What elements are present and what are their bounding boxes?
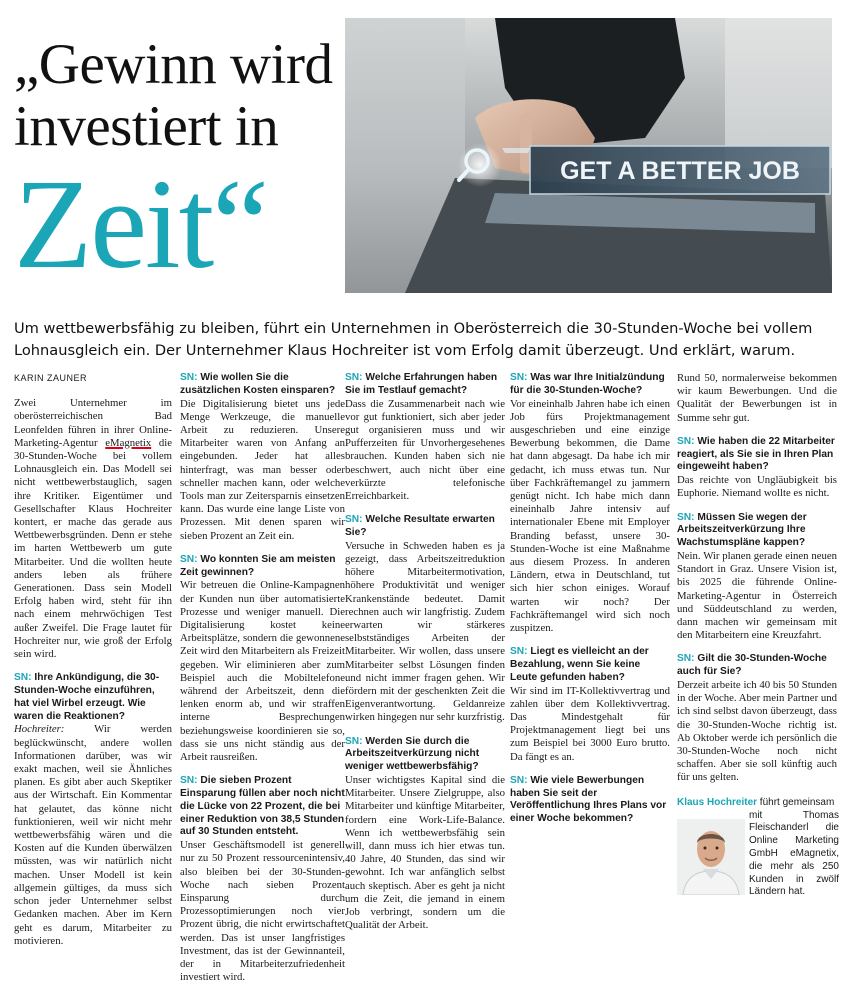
question-text: Was war Ihre Initialzündung für die 30-Stunden-Woche? (510, 372, 665, 396)
author-byline: KARIN ZAUNER (14, 373, 88, 383)
intro-paragraph (14, 397, 172, 661)
question-text: Die sieben Prozent Einsparung füllen aber noch nicht die Lücke von 22 Prozent, die bei einer Reduktion von 38,5 Stunden auf 30 Stunden entsteht. (180, 775, 345, 838)
question-5 (345, 372, 505, 398)
intro-text-1: Zwei Unternehmer im oberösterreichischen Bad Leonfelden führen in ihrer Online-Marketing-Agentur (14, 397, 172, 449)
question-text: Werden Sie durch die Arbeitszeitverkürzung nicht weniger wettbewerbsfähig? (345, 735, 480, 773)
question-text: Liegt es vielleicht an der Bezahlung, wenn Sie keine Leute gefunden haben? (510, 646, 649, 683)
column-5 (677, 372, 837, 905)
question-7 (345, 736, 505, 774)
answer-12: Nein. Wir planen gerade einen neuen Standort in Graz. Unsere Vision ist, bis 2025 die führende Online-Marketing-Agentur in Österreich und Süddeutschland zu werden, dann machen wir gemeinsam mit den Mitarbeitern eine Kreuzfahrt. (677, 550, 837, 642)
bio-text: mit Thomas Fleischanderl die Online Marketing GmbH eMagnetix, die mehr als 250 Kunden in zwölf Ländern hat. (749, 809, 839, 898)
portrait-photo (677, 819, 745, 895)
article-body (14, 372, 839, 984)
sn-label: SN: (345, 735, 363, 747)
banner-text: GET A BETTER JOB (560, 157, 800, 185)
question-8 (510, 372, 670, 398)
sn-label: SN: (510, 774, 528, 786)
answer-4: Unser Geschäftsmodell ist generell nur zu 50 Prozent ressourcenintensiv, also bleiben bei der 30-Stunden-Woche nach sieben Prozent Einsparung durch Prozessoptimierungen noch vier Prozent übrig, die nicht erwirtschaftet werden. Das ist unser langfristiges Investment, das ist der Gewinnanteil, der in Mitarbeiterzufriedenheit investiert wird. (180, 839, 345, 984)
sn-label: SN: (677, 653, 695, 665)
answer-10: Rund 50, normalerweise bekommen wir kaum Bewerbungen. Und die Qualität der Bewerbungen ist in Summe sehr gut. (677, 372, 837, 424)
question-11 (677, 436, 837, 474)
question-13 (677, 653, 837, 679)
answer-13: Derzeit arbeite ich 40 bis 50 Stunden in der Woche. Aber mein Partner und ich sind selbst davon überzeugt, dass die 30-Stunden-Woche richtig ist. Ab Oktober werde ich persönlich die 30-Stunden-Woche noch nicht schaffen. Aber sie soll künftig auch für uns gelten. (677, 679, 837, 784)
answer-2: Die Digitalisierung bietet uns jede Menge Werkzeuge, die manuelle Arbeit zu reduzieren. Unsere Mitarbeiter waren von Anfang an eingebunden. Jeder hat alles hinterfragt, was man besser oder schneller machen kann, oder welche Tools man zur Zeitersparnis einsetzen kann. Das wurde eine lange Liste von Prozessen. Mit denen sparen wir sieben Prozent an Zeit ein. (180, 397, 345, 542)
answer-5: Dass die Zusammenarbeit nach wie vor gut funktioniert, sich aber jeder gut organisieren muss und wir Pufferzeiten für Unvorhergesehenes brauchen. Kunden haben sich nie beschwert, auch nicht über eine verkürzte telefonische Erreichbarkeit. (345, 397, 505, 503)
question-text: Welche Resultate erwarten Sie? (345, 514, 495, 539)
headline (14, 33, 344, 295)
answer-9: Wir sind im IT-Kollektivvertrag und zahlen über dem Kollektivvertrag. Das Mindestgehalt für Projektmanagement liegt bei uns zum Beispiel bei 3000 Euro brutto. Da fängt es an. (510, 684, 670, 763)
question-text: Wie wollen Sie die zusätzlichen Kosten einsparen? (180, 372, 336, 396)
column-3 (345, 372, 505, 932)
sn-label: SN: (180, 372, 198, 383)
intro-text-2: die 30-Stunden-Woche bei vollem Lohnausgleich ein. Das Modell sei nicht wettbewerbstauglich, sagen ihre Kritiker. Eigentümer und Gesellschafter Klaus Hochreiter kontert, er mache das gerade aus Wettbewerbsgründen. Denn er stehe im harten Wettbewerb um gute Mitarbeiter. Und die wollten heute anders leben als frühere Generationen. Dass sein Modell Erfolg haben wird, steht für ihn nach einem mehrwöchigen Test außer Zweifel. Die Frage lautet für Hochreiter nur, wie groß der Erfolg sein wird. (14, 436, 172, 661)
bio-first-text: führt gemeinsam (757, 796, 835, 808)
question-9 (510, 646, 670, 684)
sn-label: SN: (677, 511, 695, 523)
column-1 (14, 372, 172, 948)
sn-label: SN: (510, 646, 528, 658)
sn-label: SN: (14, 672, 32, 684)
lead-paragraph: Um wettbewerbsfähig zu bleiben, führt ein Unternehmen in Oberösterreich die 30-Stunden-Woche bei vollem Lohnausgleich ein. Der Unternehmer Klaus Hochreiter ist vom Erfolg damit überzeugt. Und erklärt, warum. (14, 320, 813, 359)
answer-3: Wir betreuen die Online-Kampagnen der Kunden nun über automatisierte Prozesse und weniger manuell. Die Digitalisierung kostet keine Arbeitsplätze, sondern die gewonnene Zeit wird den Mitarbeitern als Freizeit gegeben. Wir eliminieren aber zum Beispiel auch die Mobiltelefone während der Arbeitszeit, denn die lenken enorm ab, und wir straffen interne Besprechungen beziehungsweise koordinieren sie so, dass sie uns nicht ständig aus der Arbeit rausreißen. (180, 579, 345, 764)
question-text: Müssen Sie wegen der Arbeitszeitverkürzung Ihre Wachstumspläne kappen? (677, 511, 807, 549)
answer-speaker: Hochreiter: (14, 723, 65, 736)
answer-8: Vor eineinhalb Jahren habe ich einen Job fürs Projektmanagement ausgeschrieben und eine einzige Bewerbung bekommen, die Dame hat dann abgesagt. Da habe ich mir gedacht, ich muss etwas tun. Nur über Fachkräftemangel zu jammern genügt nicht. Ich habe mich dann eineinhalb Jahre intensiv auf internationaler Ebene mit Employer Branding befasst, unsere 30-Stunden-Woche ist eine Maßnahme aus diesem Prozess. In anderen Ländern, etwa in Deutschland, tut sich hier schon einiges. Worauf warten wir noch? Der Fachkräftemangel wird sich noch zuspitzen. (510, 397, 670, 635)
company-name: eMagnetix (105, 436, 152, 449)
question-text: Welche Erfahrungen haben Sie im Testlauf gemacht? (345, 372, 498, 396)
article-photo (345, 18, 832, 293)
question-3 (180, 554, 345, 580)
answer-11: Das reichte von Ungläubigkeit bis Euphorie. Niemand wollte es nicht. (677, 474, 837, 500)
sn-label: SN: (180, 775, 198, 787)
column-2 (180, 372, 345, 984)
sn-label: SN: (345, 372, 363, 383)
question-1 (14, 672, 172, 723)
question-text: Gilt die 30-Stunden-Woche auch für Sie? (677, 653, 827, 678)
sn-label: SN: (510, 372, 528, 383)
headline-line-1: „Gewinn wird (14, 33, 333, 96)
sn-label: SN: (180, 553, 198, 565)
question-12 (677, 512, 837, 550)
question-2 (180, 372, 345, 398)
question-10 (510, 775, 670, 826)
sn-label: SN: (345, 514, 363, 526)
question-6 (345, 514, 505, 540)
question-4 (180, 775, 345, 839)
answer-1 (14, 723, 172, 947)
question-text: Wo konnten Sie am meisten Zeit gewinnen? (180, 553, 336, 578)
question-text: Ihre Ankündigung, die 30-Stunden-Woche einzuführen, hat viel Wirbel erzeugt. Wie waren die Reaktionen? (14, 672, 160, 722)
headline-line-2: investiert in (14, 95, 279, 158)
headline-zeit: Zeit“ (14, 153, 267, 295)
bio-name: Klaus Hochreiter (677, 796, 758, 808)
answer-text: Wir werden beglückwünscht, andere wollen Informationen darüber, was wir exakt machen, weil sie Ähnliches planen. Es gibt aber auch Skeptiker aus der Wirtschaft. Ein Kommentar hat gelautet, das könne nicht funktionieren, weil wir nicht mehr wettbewerbsfähig wären und die Kosten auf die Kunden überwälzen müssten, was wir natürlich nicht machen. Unser Modell ist kein allgemein gültiges, da muss sich schon jeder Unternehmer selbst Gedanken machen. Aber im Kern geht es darum, Mitarbeiter zu motivieren. (14, 723, 172, 947)
sn-label: SN: (677, 435, 695, 447)
question-text: Wie haben die 22 Mitarbeiter reagiert, als Sie sie in Ihren Plan eingeweiht haben? (677, 435, 835, 473)
question-text: Wie viele Bewerbungen haben Sie seit der Veröffentlichung Ihres Plans vor einer Woche bekommen? (510, 774, 667, 825)
answer-7: Unser wichtigstes Kapital sind die Mitarbeiter. Unsere Zielgruppe, also Mitarbeiter und künftige Mitarbeiter, fordern eine Work-Life-Balance. Wenn ich wettbewerbsfähig sein will, dann muss ich hier etwas tun. 40 Jahre, 40 Stunden, das sind wir gewohnt. Ich war anfänglich selbst auch skeptisch. Aber es geht ja nicht um die Zeit, die jemand in einem Job verbringt, sondern um die Qualität der Arbeit. (345, 774, 505, 932)
column-4 (510, 372, 670, 826)
author-bio (677, 797, 837, 905)
answer-6: Versuche in Schweden haben es ja gezeigt, dass Arbeitszeitreduktion höhere Mitarbeitermotivation, höhere Produktivität und weniger Krankenstände bedeutet. Damit rechnen auch wir langfristig. Zudem erwarten wir stärkeres selbstständiges Arbeiten der Mitarbeiter. Wir wollen, dass unsere Mitarbeiter selbst Lösungen finden und nicht immer fragen gehen. Wir fördern mit der geschenkten Zeit die Eigenverantwortung. Geldanreize wirken hingegen nur sehr kurzfristig. (345, 539, 505, 724)
bio-first-line (677, 797, 837, 810)
